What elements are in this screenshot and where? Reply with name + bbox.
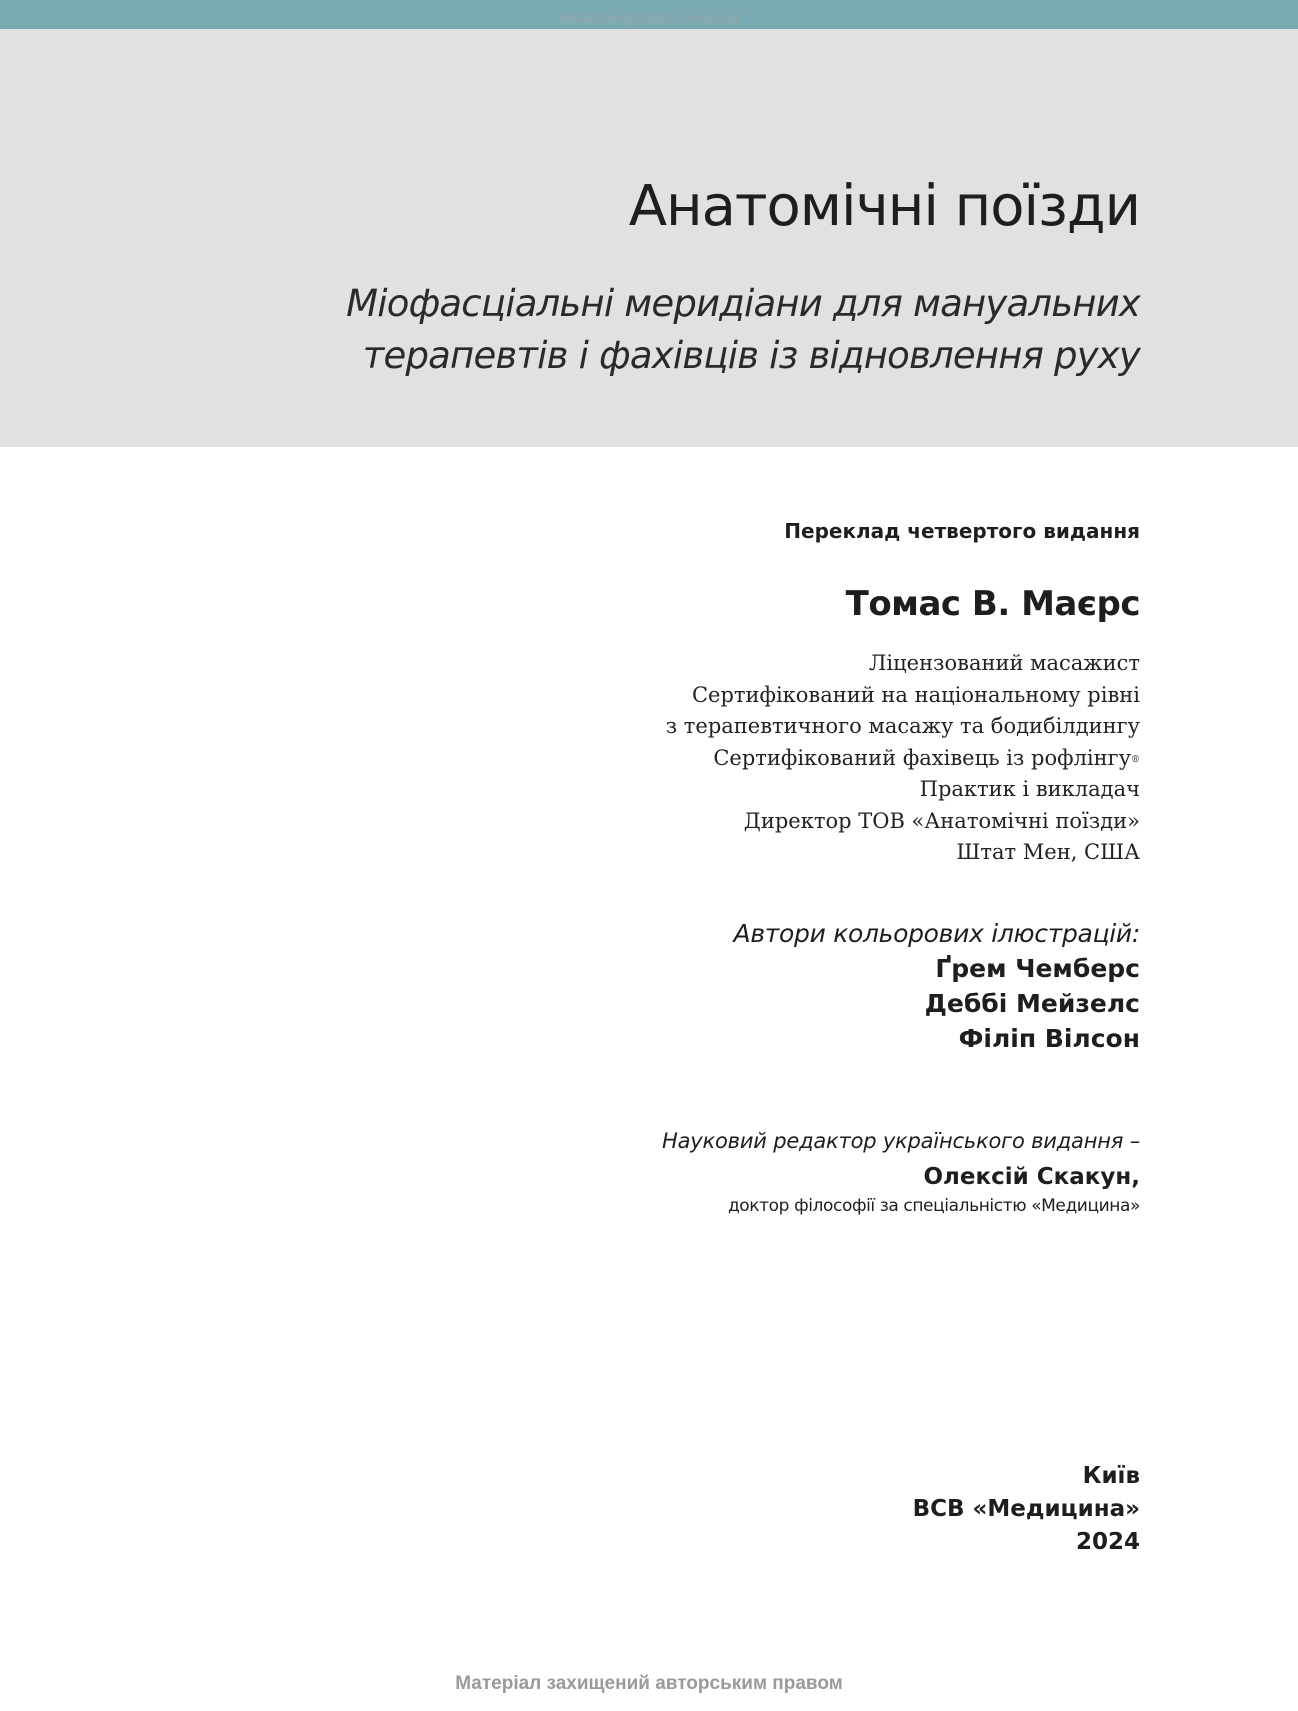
illustrator-name: Деббі Мейзелс [924,989,1140,1018]
subtitle-line: Міофасціальні меридіани для мануальних [346,282,1140,325]
credential-line: Практик і викладач [919,777,1140,801]
imprint-block [913,1460,1140,1559]
watermark-url: www.medpublish.com.ua [559,10,739,27]
copyright-note: Матеріал захищений авторським правом [455,1673,843,1694]
credential-line: Ліцензований масажист [868,651,1140,675]
illustrators-label: Автори кольорових ілюстрацій: [733,919,1140,948]
author-name: Томас В. Маєрс [845,584,1140,624]
credential-text: Сертифікований фахівець із рофлінгу [713,745,1131,770]
scientific-editor-degree: доктор філософії за спеціальністю «Медицина» [727,1196,1140,1216]
edition-note: Переклад четвертого видання [784,519,1140,543]
subtitle-line: терапевтів і фахівців із відновлення руху [362,334,1140,377]
scientific-editor-block [662,1124,1140,1218]
credential-line: Сертифікований на національному рівні [691,682,1140,707]
scientific-editor-name: Олексій Скакун, [923,1164,1140,1190]
scientific-editor-label: Науковий редактор українського видання – [662,1129,1140,1153]
illustrator-name: Ґрем Чемберс [935,954,1140,983]
credential-line: Директор ТОВ «Анатомічні поїзди» [743,808,1140,833]
illustrator-name: Філіп Вілсон [958,1024,1140,1053]
credential-line: Штат Мен, США [956,840,1140,864]
illustrators-block [734,916,1140,1056]
imprint-year: 2024 [1075,1529,1140,1555]
credential-line-rolfing [666,743,1140,775]
credential-line: з терапевтичного масажу та бодибілдингу [665,714,1140,738]
author-credentials [666,648,1140,869]
imprint-publisher: ВСВ «Медицина» [912,1496,1140,1522]
book-title: Анатомічні поїзди [628,174,1140,239]
book-subtitle [240,278,1140,382]
imprint-city: Київ [1082,1463,1140,1489]
registered-mark: ® [1131,754,1140,765]
